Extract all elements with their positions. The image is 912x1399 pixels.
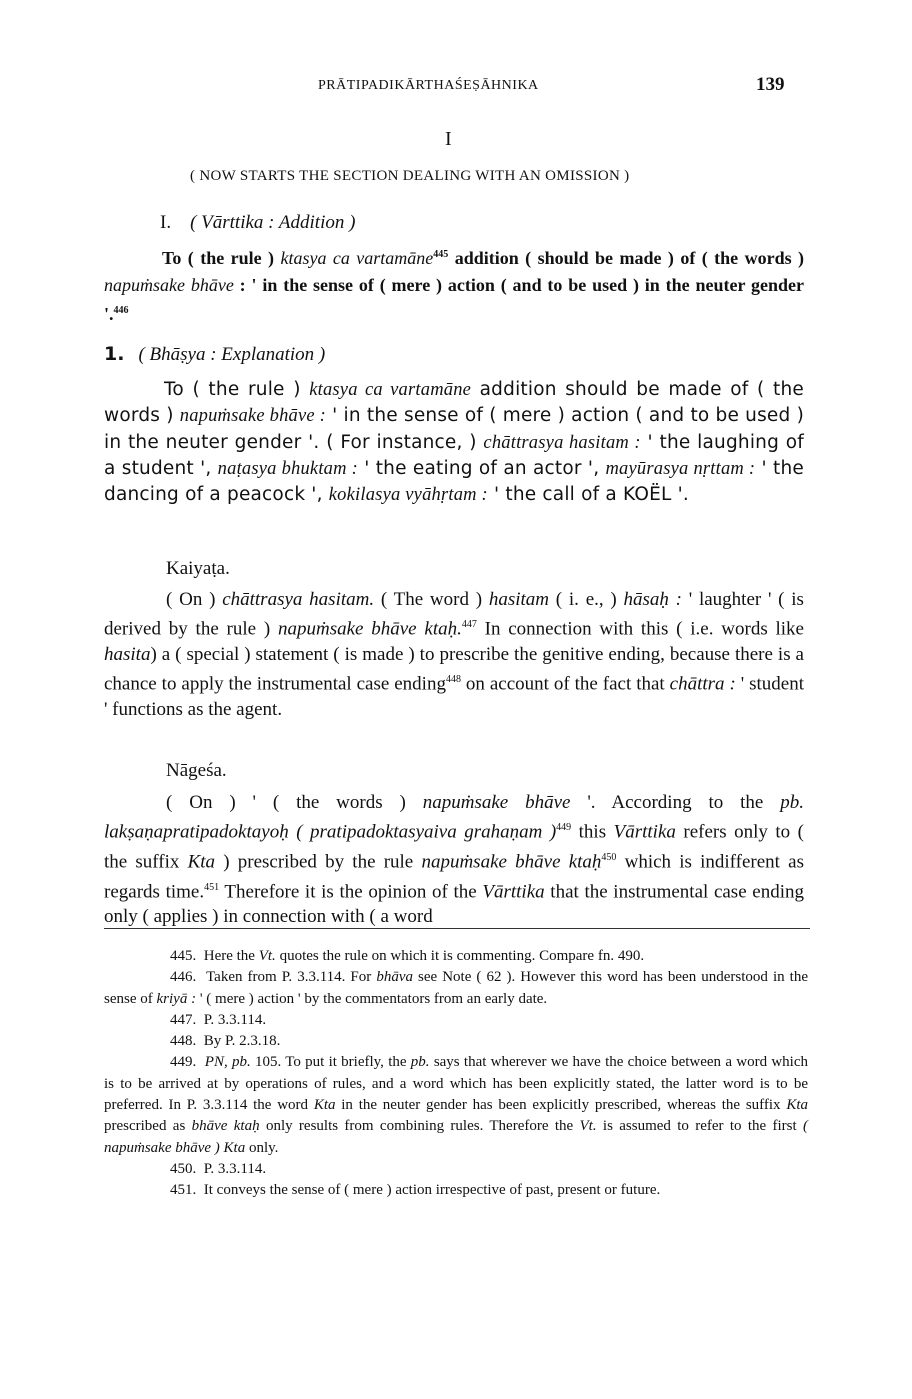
footnote-number: 447. (170, 1011, 197, 1028)
sanskrit-term: ktasya ca vartamāne (309, 380, 472, 400)
text-run: is assumed to refer to the first (596, 1118, 804, 1135)
footnote-number: 451. (170, 1182, 197, 1199)
text-run: ' student ' functions as the agent. (104, 673, 804, 720)
sanskrit-term: Kta (187, 851, 216, 873)
sanskrit-term: napuṁsake bhāve ktaḥ (421, 851, 602, 873)
footnote-number: 446. (170, 969, 197, 986)
text-run: P. 3.3.114. (203, 1011, 267, 1028)
text-run: ' the laughing of a student ', (104, 431, 804, 479)
sanskrit-term: napuṁsake bhāve (104, 274, 234, 295)
text-run: see Note ( 62 ). However this word has been understood in the sense of (104, 969, 808, 1007)
text-run: ( On ) ' ( the words ) (166, 792, 423, 813)
nagesa-heading: Nāgeśa. (166, 760, 227, 781)
sanskrit-term: Kta (313, 1097, 336, 1114)
text-run: ' the call of a KOËL '. (487, 484, 689, 506)
section-numeral: I (445, 128, 452, 150)
footnote-451 (104, 1180, 808, 1201)
footnote-450 (104, 1159, 808, 1180)
sanskrit-term: naṭasya bhuktam : (217, 458, 359, 479)
text-run: Therefore it is the opinion of the (219, 880, 483, 902)
text-run: refers only to ( the suffix (104, 821, 804, 873)
text-run: ' the eating of an actor ', (358, 457, 606, 479)
sanskrit-term: kriyā : (156, 990, 197, 1007)
sanskrit-term: chāttrasya hasitam : (483, 432, 641, 453)
text-run: ( On ) (166, 589, 223, 610)
varttika-heading-label: ( Vārttika : Addition ) (190, 212, 356, 233)
sanskrit-term: hasita (104, 643, 151, 665)
text-run: 105. To put it briefly, the (250, 1054, 411, 1071)
footnote-divider (104, 928, 810, 929)
text-run: says that wherever we have the choice between a word which is to be arrived at by operations of rules, and a word which has been explicitly stated, the latter word is to be preferred. In P. 3.3.114 the word (104, 1054, 809, 1114)
bhasya-text (104, 377, 804, 508)
text-run: Here the (203, 948, 259, 964)
sanskrit-term: napuṁsake bhāve : (179, 406, 327, 427)
footnote-number: 449. (170, 1054, 197, 1071)
footnote-446 (104, 967, 808, 1010)
sanskrit-term: Vārttika (613, 821, 676, 843)
sanskrit-term: pb. lakṣaṇapratipadoktayoḥ ( pratipadoktasyaiva grahaṇam ) (104, 792, 804, 843)
abbrev-term: PN, pb. (204, 1054, 251, 1071)
text-run: ) prescribed by the rule (215, 851, 422, 873)
sanskrit-term: Kta (786, 1097, 808, 1114)
footnote-445 (104, 946, 808, 967)
sanskrit-term: chāttra : (669, 673, 736, 695)
text-run: '. According to the (570, 792, 781, 813)
text-run: on account of the fact that (460, 673, 670, 695)
text-run: : ' in the sense of ( mere ) action ( and to be used ) in the neuter gender '. (104, 274, 804, 324)
text-run: By P. 2.3.18. (203, 1033, 281, 1050)
sanskrit-term: Vārttika (482, 880, 545, 902)
running-head: PRĀTIPADIKĀRTHAŚEṢĀHNIKA (318, 78, 539, 93)
footnote-ref: 449 (556, 822, 572, 834)
sanskrit-term: napuṁsake bhāve ktaḥ. (277, 618, 462, 640)
sanskrit-term: kokilasya vyāhṛtam : (328, 485, 488, 506)
footnote-ref: 446 (113, 305, 129, 316)
text-run: P. 3.3.114. (203, 1160, 267, 1177)
text-run: It conveys the sense of ( mere ) action irrespective of past, present or future. (203, 1182, 661, 1199)
footnote-449 (104, 1052, 808, 1158)
text-run: ' laughter ' ( is derived by the rule ) (104, 589, 804, 640)
sanskrit-term: chāttrasya hasitam. (222, 589, 375, 610)
text-run: this (571, 821, 614, 843)
sanskrit-term: hasitam (488, 589, 550, 610)
text-run: which is indifferent as regards time. (104, 851, 804, 902)
varttika-text (104, 242, 804, 328)
sanskrit-term: hāsaḥ : (623, 589, 682, 610)
varttika-heading (160, 212, 355, 234)
abbrev-term: pb. (410, 1054, 430, 1071)
section-caption: ( NOW STARTS THE SECTION DEALING WITH AN OMISSION ) (190, 168, 630, 184)
sanskrit-term: bhāva (376, 969, 413, 986)
sanskrit-term: ( napuṁsake bhāve ) Kta (104, 1118, 809, 1156)
text-run: addition ( should be made ) of ( the words ) (448, 248, 804, 268)
abbrev-term: Vt. (258, 948, 276, 964)
text-run: To ( the rule ) (162, 248, 281, 268)
nagesa-text (104, 790, 804, 929)
text-run: only. (245, 1139, 279, 1156)
footnote-ref: 451 (204, 881, 220, 893)
sanskrit-term: napuṁsake bhāve (422, 792, 571, 813)
footnote-number: 450. (170, 1160, 197, 1177)
text-run: ' ( mere ) action ' by the commentators from an early date. (196, 990, 548, 1007)
text-run: Taken from P. 3.3.114. For (206, 969, 377, 986)
text-run: only results from combining rules. Therefore the (259, 1118, 580, 1135)
kaiyata-text (104, 587, 804, 722)
footnote-number: 445. (170, 948, 197, 964)
footnote-ref: 447 (461, 619, 477, 631)
footnote-ref: 448 (445, 674, 461, 686)
text-run: that the instrumental case ending only ( applies ) in connection with ( a word (104, 880, 804, 928)
text-run: ' the dancing of a peacock ', (104, 457, 804, 506)
text-run: addition should be made of ( the words ) (104, 379, 804, 427)
bhasya-heading-number: 1. (104, 343, 125, 365)
footnote-447 (104, 1010, 808, 1031)
footnote-448 (104, 1031, 808, 1052)
text-run: In connection with this ( i.e. words like (476, 618, 804, 640)
footnote-ref: 445 (433, 249, 449, 260)
page-number: 139 (756, 74, 785, 95)
sanskrit-term: ktasya ca vartamāne (280, 248, 434, 268)
kaiyata-heading: Kaiyaṭa. (166, 558, 230, 579)
bhasya-heading-label: ( Bhāṣya : Explanation ) (138, 344, 326, 365)
sanskrit-term: bhāve ktaḥ (191, 1118, 260, 1135)
text-run: ) a ( special ) statement ( is made ) to prescribe the genitive ending, because there is a chance to apply the instrumental case ending (104, 643, 804, 695)
text-run: quotes the rule on which it is commenting. Compare fn. 490. (275, 948, 645, 964)
varttika-heading-number: I. (160, 212, 172, 233)
footnote-ref: 450 (601, 851, 617, 863)
text-run: prescribed as (104, 1118, 192, 1135)
abbrev-term: Vt. (579, 1118, 597, 1135)
footnote-number: 448. (170, 1033, 197, 1050)
text-run: ' in the sense of ( mere ) action ( and to be used ) in the neuter gender '. ( For instance, ) (104, 405, 804, 453)
text-run: in the neuter gender has been explicitly prescribed, whereas the suffix (335, 1097, 787, 1114)
bhasya-heading (104, 343, 325, 366)
text-run: ( The word ) (374, 589, 489, 610)
footnotes (104, 946, 808, 1202)
text-run: ( i. e., ) (549, 589, 624, 610)
sanskrit-term: mayūrasya nṛttam : (605, 458, 756, 479)
text-run: To ( the rule ) (164, 379, 310, 400)
